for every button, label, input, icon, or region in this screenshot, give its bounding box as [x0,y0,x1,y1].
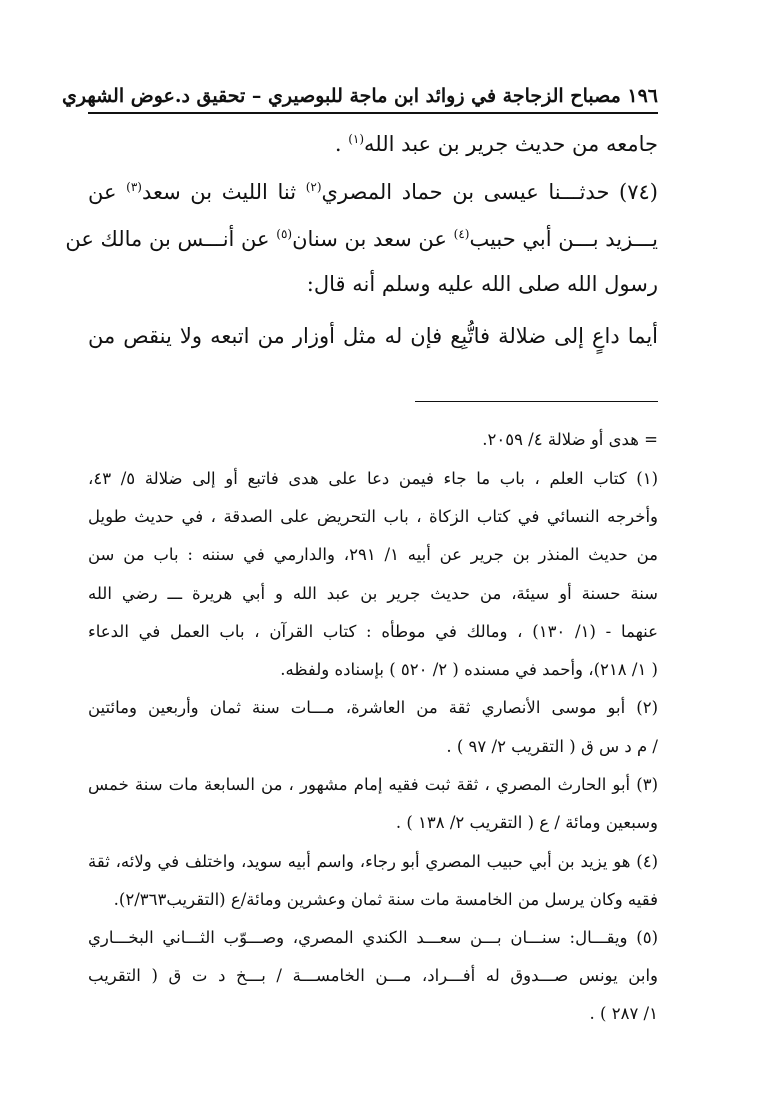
footnote-line: عنهما - (١/ ١٣٠) ، ومالك في موطأه : كتاب القرآن ، باب العمل في الدعاء [88,622,658,641]
hadith-text: أيما داعٍ إلى ضلالة فاتُّبِع فإن له مثل أوزار من اتبعه ولا ينقص من [88,324,658,348]
body-line-2: (٧٤) حدثـــنا عيسى بن حماد المصري$^{(٢)}$ ثنا الليث بن سعد$^{(٣)}$ عن [88,180,658,204]
footnote-separator [415,401,658,402]
footnote-line: من حديث المنذر بن جرير عن أبيه ١/ ٢٩١، والدارمي في سننه : باب من سن [88,545,658,564]
footnote-line: ( ١/ ٢١٨)، وأحمد في مسنده ( ٢/ ٥٢٠ ) بإسناده ولفظه. [280,660,658,679]
footnote-line: (٥) ويقـــال: سنـــان بـــن سعـــد الكندي المصري، وصـــوّب الثـــاني البخـــاري [88,928,658,947]
footnote-line: وأخرجه النسائي في كتاب الزكاة ، باب التحريض على الصدقة ، في حديث طويل [88,507,658,526]
footnote-line: (٢) أبو موسى الأنصاري ثقة من العاشرة، مـــات سنة ثمان وأربعين ومائتين [88,698,658,717]
footnote-ref-5: (٥) [276,227,293,241]
footnote-line: وسبعين ومائة / ع ( التقريب ٢/ ١٣٨ ) . [395,813,658,832]
footnote-line: سنة حسنة أو سيئة، من حديث جرير بن عبد الله و أبي هريرة ـــ رضي الله [88,584,658,603]
footnote-line: (٤) هو يزيد بن أبي حبيب المصري أبو رجاء، واسم أبيه سويد، واختلف في ولائه، ثقة [88,852,658,871]
footnote-line: (١) كتاب العلم ، باب ما جاء فيمن دعا على هدى فاتبع أو إلى ضلالة ٥/ ٤٣، [88,469,658,488]
header-title: مصباح الزجاجة في زوائد ابن ماجة للبوصيري – تحقيق د.عوض الشهري [61,85,621,107]
footnote-line: / م د س ق ( التقريب ٢/ ٩٧ ) . [446,737,658,756]
footnote-line: فقيه وكان يرسل من الخامسة مات سنة ثمان وعشرين ومائة/ع (التقريب٢/٣٦٣). [113,890,658,909]
body-line-1: جامعه من حديث جرير بن عبد الله$^{(١)}$ . [334,132,658,156]
page-number: ١٩٦ [627,85,658,107]
footnote-ref-4: (٤) [453,227,470,241]
footnote-line: (٣) أبو الحارث المصري ، ثقة ثبت فقيه إمام مشهور ، من السابعة مات سنة خمس [88,775,658,794]
body-line-4: رسول الله صلى الله عليه وسلم أنه قال: [306,272,658,296]
footnote-line: وابن يونس صـــدوق له أفـــراد، مـــن الخامســـة / بـــخ د ت ق ( التقريب [88,966,658,985]
header-rule [88,112,658,114]
footnote-ref-3: (٣) [126,180,142,194]
footnote-line: = هدى أو ضلالة ٤/ ٢٠٥٩. [482,430,658,449]
footnote-line: ١/ ٢٨٧ ) . [589,1004,658,1023]
running-header [61,80,658,112]
body-line-3: يـــزيد بـــن أبي حبيب$^{(٤)}$ عن سعد بن سنان$^{(٥)}$ عن أنـــس بن مالك عن [65,227,658,251]
footnote-ref-1: (١) [348,132,365,146]
footnote-ref-2: (٢) [305,180,322,194]
